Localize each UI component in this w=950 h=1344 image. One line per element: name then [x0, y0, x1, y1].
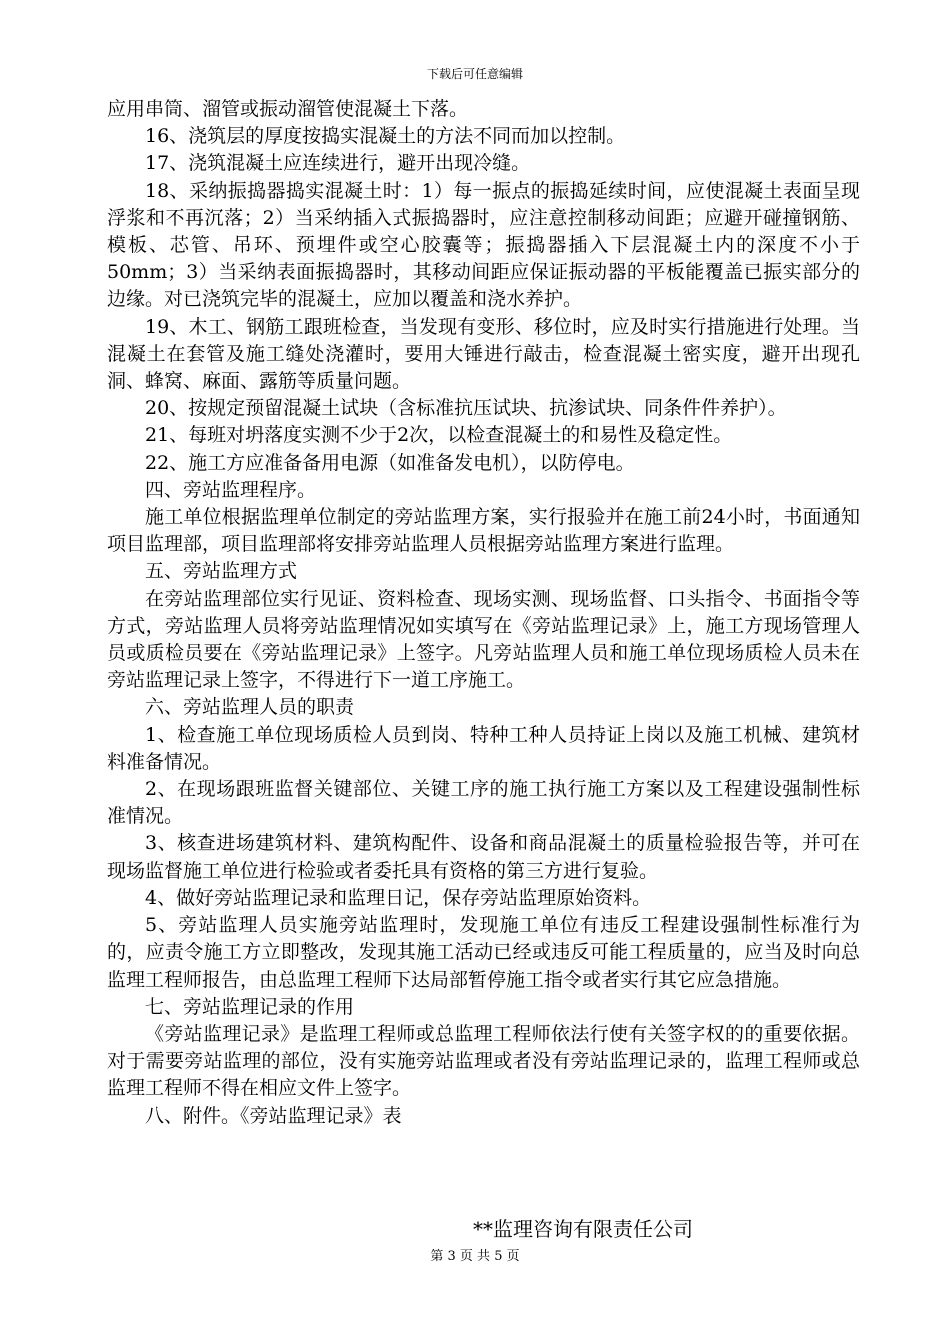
- paragraph-item-16: 16、浇筑层的厚度按捣实混凝土的方法不同而加以控制。: [145, 125, 626, 148]
- paragraph-item-21: 21、每班对坍落度实测不少于2次，以检查混凝土的和易性及稳定性。: [145, 424, 733, 447]
- paragraph-item-22: 22、施工方应准备备用电源（如准备发电机），以防停电。: [145, 451, 635, 474]
- paragraph-duty-3: 3、核查进场建筑材料、建筑构配件、设备和商品混凝土的质量检验报告等，并可在现场监督施工单位进行检验或者委托具有资格的第三方进行复验。: [107, 832, 860, 882]
- paragraph-item-20: 20、按规定预留混凝土试块（含标准抗压试块、抗渗试块、同条件件养护）。: [145, 397, 787, 420]
- company-signature: **监理咨询有限责任公司: [473, 1217, 693, 1241]
- paragraph-item-17: 17、浇筑混凝土应连续进行，避开出现冷缝。: [145, 152, 531, 175]
- paragraph-item-18: 18、采纳振捣器捣实混凝土时：1）每一振点的振捣延续时间，应使混凝土表面呈现浮浆和不再沉落；2）当采纳插入式振捣器时，应注意控制移动间距；应避开碰撞钢筋、模板、芯管、吊环、预埋件或空心胶囊等；振捣器插入下层混凝土内的深度不小于50mm；3）当采纳表面振捣器时，其移动间距应保证振动器的平板能覆盖已振实部分的边缘。对已浇筑完毕的混凝土，应加以覆盖和浇水养护。: [107, 179, 860, 311]
- paragraph-continuation: 应用串筒、溜管或振动溜管使混凝土下落。: [107, 98, 469, 120]
- paragraph-record-role: 《旁站监理记录》是监理工程师或总监理工程师依法行使有关签字权的的重要依据。对于需要旁站监理的部位，没有实施旁站监理或者没有旁站监理记录的，监理工程师或总监理工程师不得在相应文件上签字。: [107, 1022, 860, 1100]
- section-heading-duties: 六、旁站监理人员的职责: [145, 696, 355, 719]
- section-heading-attachment: 八、附件。《旁站监理记录》表: [145, 1104, 402, 1127]
- section-heading-procedure: 四、旁站监理程序。: [145, 478, 317, 501]
- section-heading-record-role: 七、旁站监理记录的作用: [145, 995, 355, 1018]
- paragraph-method: 在旁站监理部位实行见证、资料检查、现场实测、现场监督、口头指令、书面指令等方式，旁站监理人员将旁站监理情况如实填写在《旁站监理记录》上，施工方现场管理人员或质检员要在《旁站监理记录》上签字。凡旁站监理人员和施工单位现场质检人员未在旁站监理记录上签字，不得进行下一道工序施工。: [107, 587, 860, 692]
- paragraph-procedure: 施工单位根据监理单位制定的旁站监理方案，实行报验并在施工前24小时，书面通知项目监理部，项目监理部将安排旁站监理人员根据旁站监理方案进行监理。: [107, 506, 860, 556]
- paragraph-duty-5: 5、旁站监理人员实施旁站监理时，发现施工单位有违反工程建设强制性标准行为的，应责令施工方立即整改，发现其施工活动已经或违反可能工程质量的，应当及时向总监理工程师报告，由总监理工程师下达局部暂停施工指令或者实行其它应急措施。: [107, 914, 860, 991]
- page-header: 下载后可任意编辑: [426, 67, 523, 81]
- paragraph-duty-4: 4、做好旁站监理记录和监理日记，保存旁站监理原始资料。: [145, 886, 652, 909]
- paragraph-duty-2: 2、在现场跟班监督关键部位、关键工序的施工执行施工方案以及工程建设强制性标准情况。: [107, 778, 860, 828]
- document-body: [107, 96, 860, 1130]
- section-heading-method: 五、旁站监理方式: [145, 560, 298, 583]
- paragraph-duty-1: 1、检查施工单位现场质检人员到岗、特种工种人员持证上岗以及施工机械、建筑材料准备情况。: [107, 723, 860, 773]
- paragraph-item-19: 19、木工、钢筋工跟班检查，当发现有变形、移位时，应及时实行措施进行处理。当混凝土在套管及施工缝处浇灌时，要用大锤进行敲击，检查混凝土密实度，避开出现孔洞、蜂窝、麻面、露筋等质量问题。: [107, 315, 860, 393]
- page-number: 第 3 页 共 5 页: [430, 1249, 520, 1264]
